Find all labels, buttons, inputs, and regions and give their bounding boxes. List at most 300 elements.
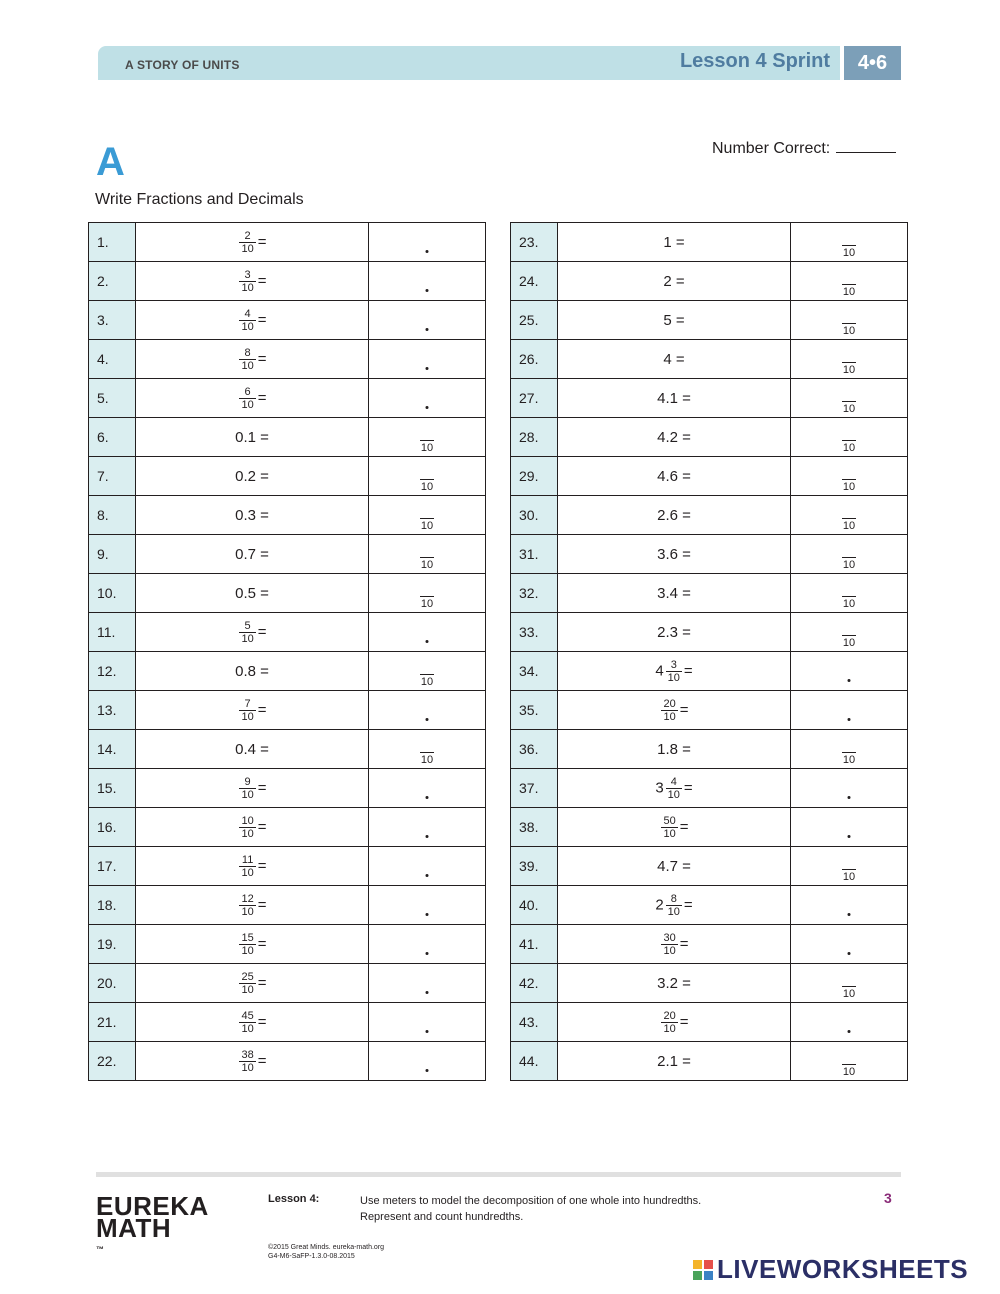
fraction-numerator: 45: [241, 1009, 254, 1022]
decimal-point: [848, 952, 851, 955]
table-row: [511, 769, 908, 808]
fraction: [661, 698, 677, 723]
problem-number: 44.: [511, 1042, 558, 1081]
fraction-denominator: 10: [663, 827, 676, 840]
problem-expression: 3.6 =: [558, 535, 791, 574]
fraction: [666, 893, 682, 918]
answer-cell[interactable]: [369, 691, 486, 730]
table-row: [89, 730, 486, 769]
problem-number: 11.: [89, 613, 136, 652]
fraction-numerator: 5: [244, 619, 251, 632]
problem-expression: 0.5 =: [136, 574, 369, 613]
equals-sign: =: [257, 388, 267, 406]
fraction: [661, 932, 677, 957]
fraction-denominator: 10: [663, 944, 676, 957]
answer-cell[interactable]: [369, 1042, 486, 1081]
answer-cell[interactable]: [369, 418, 486, 457]
answer-cell[interactable]: [791, 691, 908, 730]
equals-sign: =: [257, 622, 267, 640]
fraction-denominator: 10: [241, 242, 254, 255]
blank-numerator-line: [420, 479, 434, 480]
fraction-denominator: 10: [241, 710, 254, 723]
answer-cell[interactable]: [369, 574, 486, 613]
problem-number: 3.: [89, 301, 136, 340]
blank-fraction: [842, 1064, 856, 1078]
problem-number: 39.: [511, 847, 558, 886]
blank-numerator-line: [842, 596, 856, 597]
sprint-table-right: [510, 222, 908, 1081]
equals-sign: =: [257, 973, 267, 991]
decimal-point: [426, 796, 429, 799]
table-row: [511, 964, 908, 1003]
table-row: [511, 808, 908, 847]
footer-description: Use meters to model the decomposition of one whole into hundredths. Represent and count hundredths.: [360, 1195, 702, 1223]
fraction-denominator: 10: [241, 1022, 254, 1035]
answer-cell[interactable]: [369, 847, 486, 886]
answer-cell[interactable]: [791, 496, 908, 535]
table-row: [511, 613, 908, 652]
fraction: [661, 1010, 677, 1035]
number-correct-label: Number Correct:: [712, 140, 831, 157]
problem-number: 32.: [511, 574, 558, 613]
blank-numerator-line: [842, 362, 856, 363]
footer-lesson-label: Lesson 4:: [268, 1193, 320, 1205]
blank-fraction: [842, 986, 856, 1000]
problem-expression: 0.1 =: [136, 418, 369, 457]
equals-sign: =: [257, 856, 267, 874]
number-correct: [712, 138, 896, 158]
table-row: [89, 574, 486, 613]
problem-number: 34.: [511, 652, 558, 691]
answer-cell[interactable]: [369, 340, 486, 379]
problem-expression: 4.6 =: [558, 457, 791, 496]
blank-fraction: [842, 362, 856, 376]
problem-number: 18.: [89, 886, 136, 925]
decimal-point: [426, 289, 429, 292]
equals-sign: =: [679, 1012, 689, 1030]
equals-sign: =: [679, 817, 689, 835]
fraction-numerator: 3: [244, 268, 251, 281]
answer-cell[interactable]: [791, 1042, 908, 1081]
blank-fraction: [842, 869, 856, 883]
equals-sign: =: [257, 349, 267, 367]
blank-numerator-line: [842, 284, 856, 285]
fraction-numerator: 38: [241, 1048, 254, 1061]
decimal-point: [848, 718, 851, 721]
fraction-numerator: 25: [241, 970, 254, 983]
fraction: [239, 269, 255, 294]
problem-number: 1.: [89, 223, 136, 262]
blank-fraction-denominator: 10: [420, 598, 434, 610]
equals-sign: =: [679, 934, 689, 952]
fraction-denominator: 10: [667, 788, 680, 801]
blank-fraction-denominator: 10: [420, 481, 434, 493]
fraction-numerator: 20: [663, 1009, 676, 1022]
blank-fraction: [842, 635, 856, 649]
blank-fraction: [842, 401, 856, 415]
table-row: [511, 652, 908, 691]
blank-numerator-line: [420, 596, 434, 597]
answer-cell[interactable]: [791, 457, 908, 496]
problem-number: 21.: [89, 1003, 136, 1042]
table-row: [511, 1003, 908, 1042]
eureka-math-logo: EUREKA MATH ™: [96, 1191, 209, 1254]
answer-cell[interactable]: [791, 262, 908, 301]
fraction-numerator: 12: [241, 892, 254, 905]
blank-fraction: [842, 596, 856, 610]
fraction-denominator: 10: [241, 983, 254, 996]
fraction-numerator: 30: [663, 931, 676, 944]
problem-number: 19.: [89, 925, 136, 964]
sprint-table-left: [88, 222, 486, 1081]
answer-cell[interactable]: [369, 379, 486, 418]
table-row: [511, 535, 908, 574]
fraction-denominator: 10: [667, 671, 680, 684]
problem-expression: 0.8 =: [136, 652, 369, 691]
fraction-denominator: 10: [241, 359, 254, 372]
problem-expression: 2.6 =: [558, 496, 791, 535]
answer-cell[interactable]: [369, 886, 486, 925]
answer-cell[interactable]: [791, 808, 908, 847]
problem-expression: 4.1 =: [558, 379, 791, 418]
answer-cell[interactable]: [369, 262, 486, 301]
answer-cell[interactable]: [791, 847, 908, 886]
problem-number: 2.: [89, 262, 136, 301]
decimal-point: [426, 1030, 429, 1033]
problem-number: 5.: [89, 379, 136, 418]
decimal-point: [426, 874, 429, 877]
blank-numerator-line: [842, 635, 856, 636]
problem-expression: 1 =: [558, 223, 791, 262]
problem-number: 8.: [89, 496, 136, 535]
fraction-denominator: 10: [241, 398, 254, 411]
mixed-whole: 3: [655, 778, 664, 796]
blank-numerator-line: [842, 986, 856, 987]
table-row: [511, 925, 908, 964]
table-row: [511, 1042, 908, 1081]
blank-fraction: [420, 518, 434, 532]
problem-expression: [136, 808, 369, 847]
answer-cell[interactable]: [791, 223, 908, 262]
problem-expression: [558, 769, 791, 808]
answer-cell[interactable]: [791, 340, 908, 379]
table-row: [511, 574, 908, 613]
blank-fraction-denominator: 10: [842, 442, 856, 454]
answer-cell[interactable]: [791, 886, 908, 925]
decimal-point: [426, 835, 429, 838]
equals-sign: =: [257, 778, 267, 796]
fraction-numerator: 8: [244, 346, 251, 359]
table-row: [511, 886, 908, 925]
blank-numerator-line: [842, 245, 856, 246]
problem-expression: 1.8 =: [558, 730, 791, 769]
problem-number: 17.: [89, 847, 136, 886]
table-row: [89, 379, 486, 418]
fraction-denominator: 10: [667, 905, 680, 918]
decimal-point: [426, 367, 429, 370]
answer-cell[interactable]: [369, 730, 486, 769]
blank-numerator-line: [842, 440, 856, 441]
fraction-denominator: 10: [663, 710, 676, 723]
decimal-point: [426, 991, 429, 994]
problem-number: 26.: [511, 340, 558, 379]
blank-fraction-denominator: 10: [842, 403, 856, 415]
decimal-point: [848, 796, 851, 799]
problem-number: 13.: [89, 691, 136, 730]
decimal-point: [426, 250, 429, 253]
sprint-subtitle: Write Fractions and Decimals: [95, 191, 304, 208]
answer-cell[interactable]: [369, 1003, 486, 1042]
fraction: [239, 776, 255, 801]
fraction-numerator: 2: [244, 229, 251, 242]
problem-expression: [558, 691, 791, 730]
blank-fraction: [842, 752, 856, 766]
fraction: [239, 308, 255, 333]
problem-number: 20.: [89, 964, 136, 1003]
problem-expression: [136, 262, 369, 301]
answer-cell[interactable]: [369, 769, 486, 808]
fraction-denominator: 10: [241, 281, 254, 294]
problem-number: 22.: [89, 1042, 136, 1081]
answer-cell[interactable]: [369, 964, 486, 1003]
blank-fraction-denominator: 10: [420, 442, 434, 454]
problem-number: 10.: [89, 574, 136, 613]
table-row: [511, 496, 908, 535]
problem-expression: 4.2 =: [558, 418, 791, 457]
blank-fraction: [842, 518, 856, 532]
fraction-numerator: 15: [241, 931, 254, 944]
blank-fraction-denominator: 10: [842, 481, 856, 493]
decimal-point: [426, 328, 429, 331]
fraction-denominator: 10: [241, 827, 254, 840]
problem-expression: 0.7 =: [136, 535, 369, 574]
blank-numerator-line: [420, 440, 434, 441]
blank-fraction: [420, 674, 434, 688]
blank-fraction-denominator: 10: [842, 520, 856, 532]
problem-expression: 2.1 =: [558, 1042, 791, 1081]
problem-expression: [558, 886, 791, 925]
table-row: [89, 223, 486, 262]
fraction-numerator: 11: [241, 853, 254, 866]
fraction-numerator: 4: [244, 307, 251, 320]
table-row: [89, 301, 486, 340]
header-lesson-title: Lesson 4 Sprint: [679, 50, 830, 72]
table-row: [89, 262, 486, 301]
footer-copyright: ©2015 Great Minds. eureka-math.org G4-M6-SaFP-1.3.0-08.2015: [268, 1244, 385, 1260]
equals-sign: =: [683, 895, 693, 913]
problem-number: 43.: [511, 1003, 558, 1042]
answer-cell[interactable]: [369, 535, 486, 574]
decimal-point: [426, 952, 429, 955]
problem-number: 4.: [89, 340, 136, 379]
problem-expression: 2 =: [558, 262, 791, 301]
table-row: [89, 535, 486, 574]
equals-sign: =: [257, 817, 267, 835]
problem-expression: [136, 964, 369, 1003]
problem-expression: [558, 1003, 791, 1042]
blank-fraction-denominator: 10: [420, 520, 434, 532]
answer-cell[interactable]: [791, 925, 908, 964]
blank-numerator-line: [842, 518, 856, 519]
fraction-numerator: 6: [244, 385, 251, 398]
answer-cell[interactable]: [791, 379, 908, 418]
answer-cell[interactable]: [791, 769, 908, 808]
blank-numerator-line: [842, 479, 856, 480]
fraction: [239, 932, 255, 957]
problem-number: 28.: [511, 418, 558, 457]
blank-numerator-line: [842, 557, 856, 558]
sprint-letter: A: [96, 140, 125, 184]
answer-cell[interactable]: [369, 223, 486, 262]
table-row: [89, 964, 486, 1003]
mixed-whole: 2: [655, 895, 664, 913]
fraction: [239, 971, 255, 996]
mixed-whole: 4: [655, 661, 664, 679]
problem-number: 38.: [511, 808, 558, 847]
problem-number: 25.: [511, 301, 558, 340]
table-row: [511, 691, 908, 730]
fraction-denominator: 10: [663, 1022, 676, 1035]
answer-cell[interactable]: [791, 1003, 908, 1042]
blank-fraction-denominator: 10: [842, 247, 856, 259]
table-row: [511, 847, 908, 886]
problem-number: 33.: [511, 613, 558, 652]
problem-number: 37.: [511, 769, 558, 808]
fraction: [239, 698, 255, 723]
header-series: A STORY OF UNITS: [125, 58, 240, 72]
answer-cell[interactable]: [369, 496, 486, 535]
answer-cell[interactable]: [791, 574, 908, 613]
table-row: [89, 1042, 486, 1081]
table-row: [89, 808, 486, 847]
blank-fraction-denominator: 10: [420, 676, 434, 688]
fraction-numerator: 3: [670, 658, 677, 671]
blank-fraction: [842, 440, 856, 454]
equals-sign: =: [257, 232, 267, 250]
blank-numerator-line: [842, 1064, 856, 1065]
answer-cell[interactable]: [369, 613, 486, 652]
answer-cell[interactable]: [369, 925, 486, 964]
fraction: [239, 620, 255, 645]
answer-cell[interactable]: [791, 535, 908, 574]
fraction: [239, 893, 255, 918]
table-row: [511, 340, 908, 379]
blank-fraction: [420, 440, 434, 454]
problem-number: 16.: [89, 808, 136, 847]
fraction-denominator: 10: [241, 866, 254, 879]
table-row: [89, 496, 486, 535]
problem-expression: [136, 847, 369, 886]
table-row: [89, 691, 486, 730]
number-correct-blank[interactable]: [836, 138, 896, 153]
problem-expression: 3.2 =: [558, 964, 791, 1003]
answer-cell[interactable]: [791, 652, 908, 691]
problem-number: 6.: [89, 418, 136, 457]
blank-fraction-denominator: 10: [842, 988, 856, 1000]
problem-number: 15.: [89, 769, 136, 808]
blank-fraction-denominator: 10: [842, 559, 856, 571]
blank-numerator-line: [420, 752, 434, 753]
fraction-denominator: 10: [241, 905, 254, 918]
answer-cell[interactable]: [369, 457, 486, 496]
table-row: [89, 340, 486, 379]
equals-sign: =: [257, 895, 267, 913]
blank-fraction: [842, 557, 856, 571]
table-row: [89, 769, 486, 808]
answer-cell[interactable]: [369, 652, 486, 691]
equals-sign: =: [257, 1051, 267, 1069]
fraction: [661, 815, 677, 840]
problem-number: 9.: [89, 535, 136, 574]
table-row: [511, 457, 908, 496]
liveworksheets-watermark: LIVEWORKSHEETS: [693, 1254, 968, 1285]
problem-number: 35.: [511, 691, 558, 730]
fraction-denominator: 10: [241, 944, 254, 957]
blank-fraction: [842, 479, 856, 493]
answer-cell[interactable]: [791, 613, 908, 652]
blank-fraction-denominator: 10: [842, 637, 856, 649]
equals-sign: =: [683, 778, 693, 796]
decimal-point: [426, 1069, 429, 1072]
blank-fraction-denominator: 10: [420, 559, 434, 571]
fraction-denominator: 10: [241, 632, 254, 645]
problem-expression: [136, 223, 369, 262]
fraction-denominator: 10: [241, 1061, 254, 1074]
blank-numerator-line: [842, 752, 856, 753]
problem-expression: [136, 691, 369, 730]
fraction: [239, 1049, 255, 1074]
answer-cell[interactable]: [369, 808, 486, 847]
problem-expression: [136, 1003, 369, 1042]
problem-number: 27.: [511, 379, 558, 418]
table-row: [89, 652, 486, 691]
decimal-point: [848, 913, 851, 916]
problem-expression: [136, 379, 369, 418]
fraction: [239, 386, 255, 411]
table-row: [89, 925, 486, 964]
answer-cell[interactable]: [791, 301, 908, 340]
blank-fraction: [842, 284, 856, 298]
problem-expression: 3.4 =: [558, 574, 791, 613]
problem-number: 24.: [511, 262, 558, 301]
problem-expression: 5 =: [558, 301, 791, 340]
answer-cell[interactable]: [791, 730, 908, 769]
blank-fraction: [842, 323, 856, 337]
blank-numerator-line: [420, 518, 434, 519]
page-number: 3: [884, 1190, 892, 1206]
answer-cell[interactable]: [791, 418, 908, 457]
problem-number: 30.: [511, 496, 558, 535]
fraction-numerator: 20: [663, 697, 676, 710]
table-row: [511, 262, 908, 301]
table-row: [511, 301, 908, 340]
fraction: [666, 659, 682, 684]
problem-number: 31.: [511, 535, 558, 574]
equals-sign: =: [679, 700, 689, 718]
header-badge: 4•6: [844, 46, 901, 80]
problem-expression: [136, 925, 369, 964]
problem-number: 12.: [89, 652, 136, 691]
fraction-numerator: 50: [663, 814, 676, 827]
fraction: [239, 1010, 255, 1035]
blank-numerator-line: [420, 557, 434, 558]
answer-cell[interactable]: [791, 964, 908, 1003]
table-row: [511, 379, 908, 418]
table-row: [89, 886, 486, 925]
decimal-point: [848, 1030, 851, 1033]
problem-expression: 4 =: [558, 340, 791, 379]
answer-cell[interactable]: [369, 301, 486, 340]
